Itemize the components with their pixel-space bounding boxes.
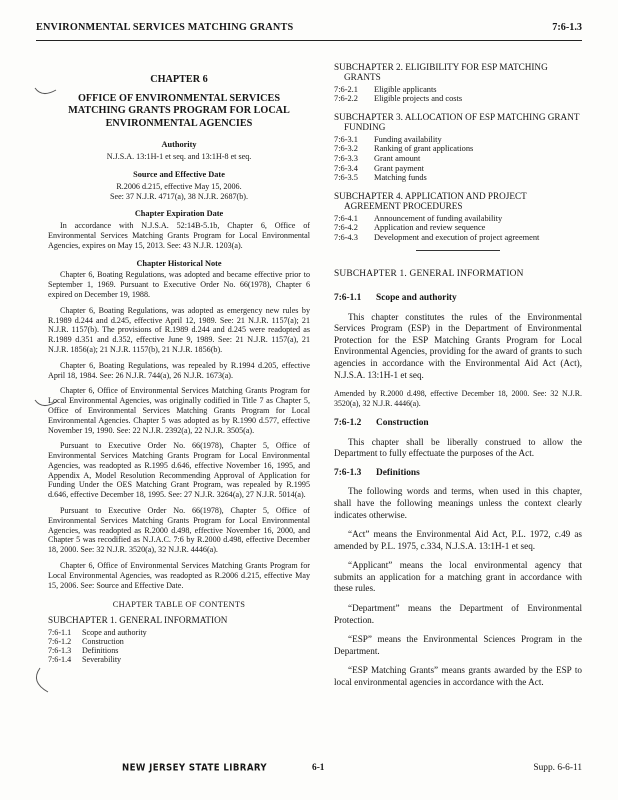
subchapter-1-heading: SUBCHAPTER 1. GENERAL INFORMATION bbox=[334, 269, 524, 280]
toc-entry-title: Scope and authority bbox=[82, 627, 147, 637]
toc-entry-number: 7:6-3.2 bbox=[334, 144, 358, 154]
toc-entry-number: 7:6-1.3 bbox=[48, 646, 72, 656]
toc-entry-number: 7:6-3.4 bbox=[334, 163, 358, 173]
page-number: 6-1 bbox=[312, 763, 325, 773]
toc-entry-number: 7:6-4.2 bbox=[334, 223, 358, 233]
toc-entry-title: Construction bbox=[82, 636, 124, 646]
history-paragraph: Chapter 6, Boating Regulations, was repealed by R.1994 d.205, effective April 18, 1984. See: 26 N.J.R. 744(a), 26 N.J.R. 1673(a). bbox=[48, 360, 310, 380]
section-text: The following words and terms, when used in this chapter, shall have the following meanings unless the context clearly indicates otherwise. bbox=[334, 486, 582, 520]
toc-entry-number: 7:6-3.3 bbox=[334, 154, 358, 163]
toc-entry-title: Application and review sequence bbox=[374, 223, 486, 233]
section-reference: 7:6-1.3 bbox=[552, 22, 582, 33]
expiration-heading: Chapter Expiration Date bbox=[134, 209, 224, 219]
library-stamp: NEW JERSEY STATE LIBRARY bbox=[122, 762, 268, 774]
toc-entry bbox=[48, 637, 310, 646]
expiration-text: In accordance with N.J.S.A. 52:14B-5.1b, Chapter 6, Office of Environmental Services Matching Grants Program for Local Environmental Agencies, expires on May 15, 2013. See: 43 N.J.R. 1203(a). bbox=[48, 221, 310, 250]
toc-subchapter-1: SUBCHAPTER 1. GENERAL INFORMATION bbox=[48, 615, 228, 626]
definition-applicant: “Applicant” means the local environmental agency that submits an application for a matching grant in accordance with these rules. bbox=[334, 560, 582, 594]
toc-entry bbox=[334, 85, 582, 95]
left-column bbox=[48, 62, 310, 664]
toc-heading: CHAPTER TABLE OF CONTENTS bbox=[112, 600, 246, 610]
toc-entry bbox=[334, 144, 582, 154]
definition-esp-grants: “ESP Matching Grants” means grants awarded by the ESP to local environmental agencies in accordance with the Act. bbox=[334, 665, 582, 688]
definition-esp: “ESP” means the Environmental Sciences Program in the Department. bbox=[334, 634, 582, 656]
section-title: Definitions bbox=[376, 467, 420, 478]
toc-entry bbox=[334, 154, 582, 164]
toc-entry-number: 7:6-3.1 bbox=[334, 134, 358, 144]
toc-entry-title: Grant payment bbox=[374, 163, 425, 173]
toc-subchapter-4-block bbox=[334, 191, 582, 243]
toc-entry bbox=[334, 223, 582, 233]
history-paragraph: Pursuant to Executive Order No. 66(1978), Chapter 5, Office of Environmental Services Matching Grants Program for Local Environmental Agencies, was readopted as R.2000 d.498, effective November 16, 2000, and Chapter 5 was recodified as N.J.A.C. 7:6 by R.2000 d.498, effective December 18, 2000. See: 32 N.J.R. 3520(a), 32 N.J.R. 4446(a). bbox=[48, 506, 310, 555]
section-heading bbox=[334, 418, 582, 430]
toc-entry-number: 7:6-4.3 bbox=[334, 232, 358, 242]
toc-entry bbox=[48, 628, 310, 637]
toc-entry bbox=[48, 646, 310, 655]
margin-mark bbox=[30, 666, 54, 694]
toc-entry-number: 7:6-4.1 bbox=[334, 213, 358, 223]
section-title: Scope and authority bbox=[376, 292, 457, 303]
toc-entry-title: Eligible applicants bbox=[374, 84, 437, 94]
toc-subchapter-4: SUBCHAPTER 4. APPLICATION AND PROJECT AGREEMENT PROCEDURES bbox=[334, 190, 527, 212]
definition-act: “Act” means the Environmental Aid Act, P.L. 1972, c.49 as amended by P.L. 1975, c.334, N.J.S.A. 13:1H-1 et seq. bbox=[334, 529, 582, 551]
toc-entry-title: Definitions bbox=[82, 646, 119, 656]
toc-entry bbox=[334, 214, 582, 224]
source-line: R.2006 d.215, effective May 15, 2006. bbox=[116, 181, 242, 191]
history-paragraph: Chapter 6, Office of Environmental Services Matching Grants Program for Local Environmental Agencies, was originally codified in Title 7 as Chapter 5, Office of Environmental Services Matching Grants Program for Local Environmental Agencies. Chapter 5 was adopted as by R.1990 d.577, effective November 19, 1990. See: 22 N.J.R. 2392(a), 22 N.J.R. 3505(a). bbox=[48, 386, 310, 435]
running-title: ENVIRONMENTAL SERVICES MATCHING GRANTS bbox=[36, 22, 294, 33]
toc-entry-number: 7:6-2.1 bbox=[334, 84, 358, 94]
supplement-date: Supp. 6-6-11 bbox=[533, 763, 582, 773]
toc-entry-number: 7:6-1.2 bbox=[48, 636, 72, 646]
toc-entry bbox=[334, 135, 582, 145]
right-column bbox=[334, 62, 582, 697]
source-line: See: 37 N.J.R. 4717(a), 38 N.J.R. 2687(b). bbox=[109, 191, 249, 201]
section-text: This chapter constitutes the rules of the Environmental Services Program (ESP) in the Department of Environmental Protection for the ESP Matching Grants Program for Local Environmental Agencies, providing for the award of grants to such agencies in accordance with the Environmental Aid Act (Act), N.J.S.A. 13:1H-1 et seq. bbox=[334, 311, 582, 380]
authority-heading: Authority bbox=[161, 140, 197, 150]
running-header bbox=[36, 22, 582, 36]
section-heading bbox=[334, 293, 582, 305]
definition-department: “Department” means the Department of Environmental Protection. bbox=[334, 603, 582, 625]
toc-entry-title: Ranking of grant applications bbox=[374, 144, 474, 154]
toc-entry bbox=[334, 164, 582, 174]
toc-entry bbox=[48, 655, 310, 664]
chapter-title: OFFICE OF ENVIRONMENTAL SERVICES MATCHING GRANTS PROGRAM FOR LOCAL ENVIRONMENTAL AGENCIES bbox=[68, 92, 290, 129]
toc-entry-number: 7:6-1.4 bbox=[48, 655, 72, 665]
header-rule bbox=[36, 40, 582, 41]
toc-entry-number: 7:6-1.1 bbox=[48, 627, 72, 637]
history-paragraph: Chapter 6, Boating Regulations, was adopted as emergency new rules by R.1989 d.244 and d.245, effective April 12, 1989. See: 21 N.J.R. 1157(a); 21 N.J.R. 1157(b). The provisions of R.1989 d.244 and d.245 were readopted as R.1989 d.351 and d.352, effective June 9, 1989. See: 21 N.J.R. 1157(a), 21 N.J.R. 1856(a); 21 N.J.R. 1157(b), 21 N.J.R. 1856(b). bbox=[48, 305, 310, 354]
toc-entry-title: Grant amount bbox=[374, 154, 421, 163]
toc-entry-number: 7:6-2.2 bbox=[334, 94, 358, 104]
toc-entry-title: Eligible projects and costs bbox=[374, 94, 463, 104]
history-paragraph: Chapter 6, Office of Environmental Services Matching Grants Program for Local Environmental Agencies, was readopted as R.2006 d.215, effective May 15, 2006. See: Source and Effective Date. bbox=[48, 561, 310, 590]
history-heading: Chapter Historical Note bbox=[136, 258, 222, 268]
chapter-number: CHAPTER 6 bbox=[150, 74, 208, 85]
amendment-note: Amended by R.2000 d.498, effective December 18, 2000. See: 32 N.J.R. 3520(a), 32 N.J.R. 4446(a). bbox=[334, 389, 582, 408]
section-heading bbox=[334, 468, 582, 480]
section-text: This chapter shall be liberally construed to allow the Department to fully effectuate the purposes of the Act. bbox=[334, 436, 582, 459]
toc-entry-title: Severability bbox=[82, 655, 122, 665]
toc-subchapter-2-block bbox=[334, 62, 582, 104]
toc-subchapter-2: SUBCHAPTER 2. ELIGIBILITY FOR ESP MATCHING GRANTS bbox=[334, 62, 548, 83]
toc-entry-title: Development and execution of project agreement bbox=[374, 232, 540, 242]
toc-entry-title: Announcement of funding availability bbox=[374, 213, 503, 223]
section-number: 7:6-1.3 bbox=[334, 467, 362, 478]
toc-entry-title: Funding availability bbox=[374, 134, 442, 144]
toc-entry bbox=[334, 94, 582, 104]
toc-entry-number: 7:6-3.5 bbox=[334, 173, 358, 183]
toc-subchapter-3-block bbox=[334, 112, 582, 183]
history-paragraph: Chapter 6, Boating Regulations, was adopted and became effective prior to September 1, 1969. Pursuant to Executive Order No. 66(1978), Chapter 6 expired on December 19, 1988. bbox=[48, 270, 310, 299]
page-footer bbox=[36, 763, 582, 777]
toc-entry-title: Matching funds bbox=[374, 173, 427, 183]
toc-entry bbox=[334, 233, 582, 243]
source-heading: Source and Effective Date bbox=[133, 169, 225, 179]
section-title: Construction bbox=[376, 417, 429, 428]
section-number: 7:6-1.2 bbox=[334, 417, 362, 428]
section-number: 7:6-1.1 bbox=[334, 292, 362, 303]
authority-text: N.J.S.A. 13:1H-1 et seq. and 13:1H-8 et seq. bbox=[106, 152, 252, 162]
toc-entry bbox=[334, 173, 582, 183]
divider-rule bbox=[416, 250, 500, 251]
toc-subchapter-3: SUBCHAPTER 3. ALLOCATION OF ESP MATCHING GRANT FUNDING bbox=[334, 112, 580, 133]
history-paragraph: Pursuant to Executive Order No. 66(1978), Chapter 5, Office of Environmental Services Matching Grants Program for Local Environmental Agencies, was readopted as R.1995 d.646, effective November 16, 1995, and Appendix A, Model Resolution Recommending Approval of Application for Funding Under the OES Matching Grant Program, was repealed by R.1995 d.646, effective December 18, 1995. See: 27 N.J.R. 3264(a), 27 N.J.R. 5014(a). bbox=[48, 441, 310, 500]
